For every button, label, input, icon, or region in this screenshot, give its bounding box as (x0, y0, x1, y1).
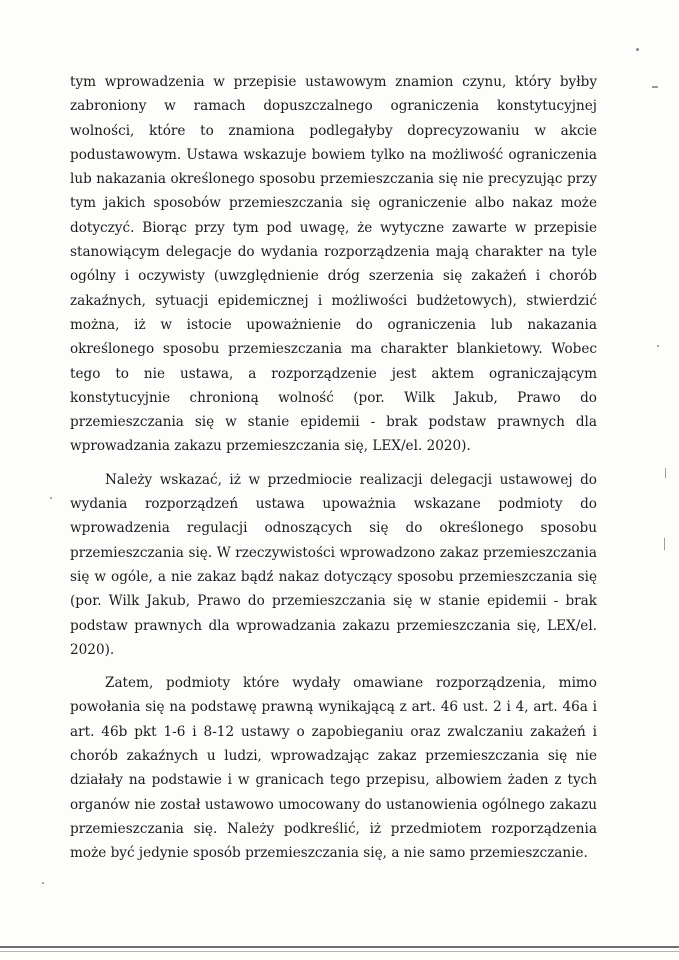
scan-speck (657, 345, 659, 347)
paragraph-1: tym wprowadzenia w przepisie ustawowym znamion czynu, który byłby zabroniony w ramach dopuszczalnego ograniczenia konstytucyjnej wolności, które to znamiona podlegałyby doprecyzowaniu w akcie podustawowym. Ustawa wskazuje bowiem tylko na możliwość ograniczenia lub nakazania określonego sposobu przemieszczania się nie precyzując przy tym jakich sposobów przemieszczania się ograniczenie albo nakaz może dotyczyć. Biorąc przy tym pod uwagę, że wytyczne zawarte w przepisie stanowiącym delegacje do wydania rozporządzenia mają charakter na tyle ogólny i oczywisty (uwzględnienie dróg szerzenia się zakażeń i chorób zakaźnych, sytuacji epidemicznej i możliwości budżetowych), stwierdzić można, iż w istocie upoważnienie do ograniczenia lub nakazania określonego sposobu przemieszczania ma charakter blankietowy. Wobec tego to nie ustawa, a rozporządzenie jest aktem ograniczającym konstytucyjnie chronioną wolność (por. Wilk Jakub, Prawo do przemieszczania się w stanie epidemii - brak podstaw prawnych dla wprowadzania zakazu przemieszczania się, LEX/el. 2020). (70, 74, 597, 455)
paragraph-gap (70, 662, 597, 671)
paragraph-gap (70, 459, 597, 468)
scan-mark (652, 86, 658, 88)
scan-speck (50, 497, 52, 499)
scan-mark (665, 468, 666, 478)
paragraph-2: Należy wskazać, iż w przedmiocie realizacji delegacji ustawowej do wydania rozporządzeń ustawa upoważnia wskazane podmioty do wprowadzenia regulacji odnoszących się do określonego sposobu przemieszczania się. W rzeczywistości wprowadzono zakaz przemieszczania się w ogóle, a nie zakaz bądź nakaz dotyczący sposobu przemieszczania się (por. Wilk Jakub, Prawo do przemieszczania się w stanie epidemii - brak podstaw prawnych dla wprowadzania zakazu przemieszczania się, LEX/el. 2020). (70, 471, 597, 658)
bottom-edge-line (0, 951, 679, 952)
paragraph-3: Zatem, podmioty które wydały omawiane rozporządzenia, mimo powołania się na podstawę prawną wynikającą z art. 46 ust. 2 i 4, art. 46a i art. 46b pkt 1-6 i 8-12 ustawy o zapobieganiu oraz zwalczaniu zakażeń i chorób zakaźnych u ludzi, wprowadzając zakaz przemieszczania się nie działały na podstawie i w granicach tego przepisu, albowiem żaden z tych organów nie został ustawowo umocowany do ustanowienia ogólnego zakazu przemieszczania się. Należy podkreślić, iż przedmiotem rozporządzenia może być jedynie sposób przemieszczania się, a nie samo przemieszczanie. (70, 675, 597, 862)
bottom-edge-line (0, 946, 679, 948)
scan-speck (636, 48, 639, 51)
scan-speck (42, 882, 44, 884)
document-body (70, 70, 597, 866)
scan-mark (664, 538, 665, 550)
